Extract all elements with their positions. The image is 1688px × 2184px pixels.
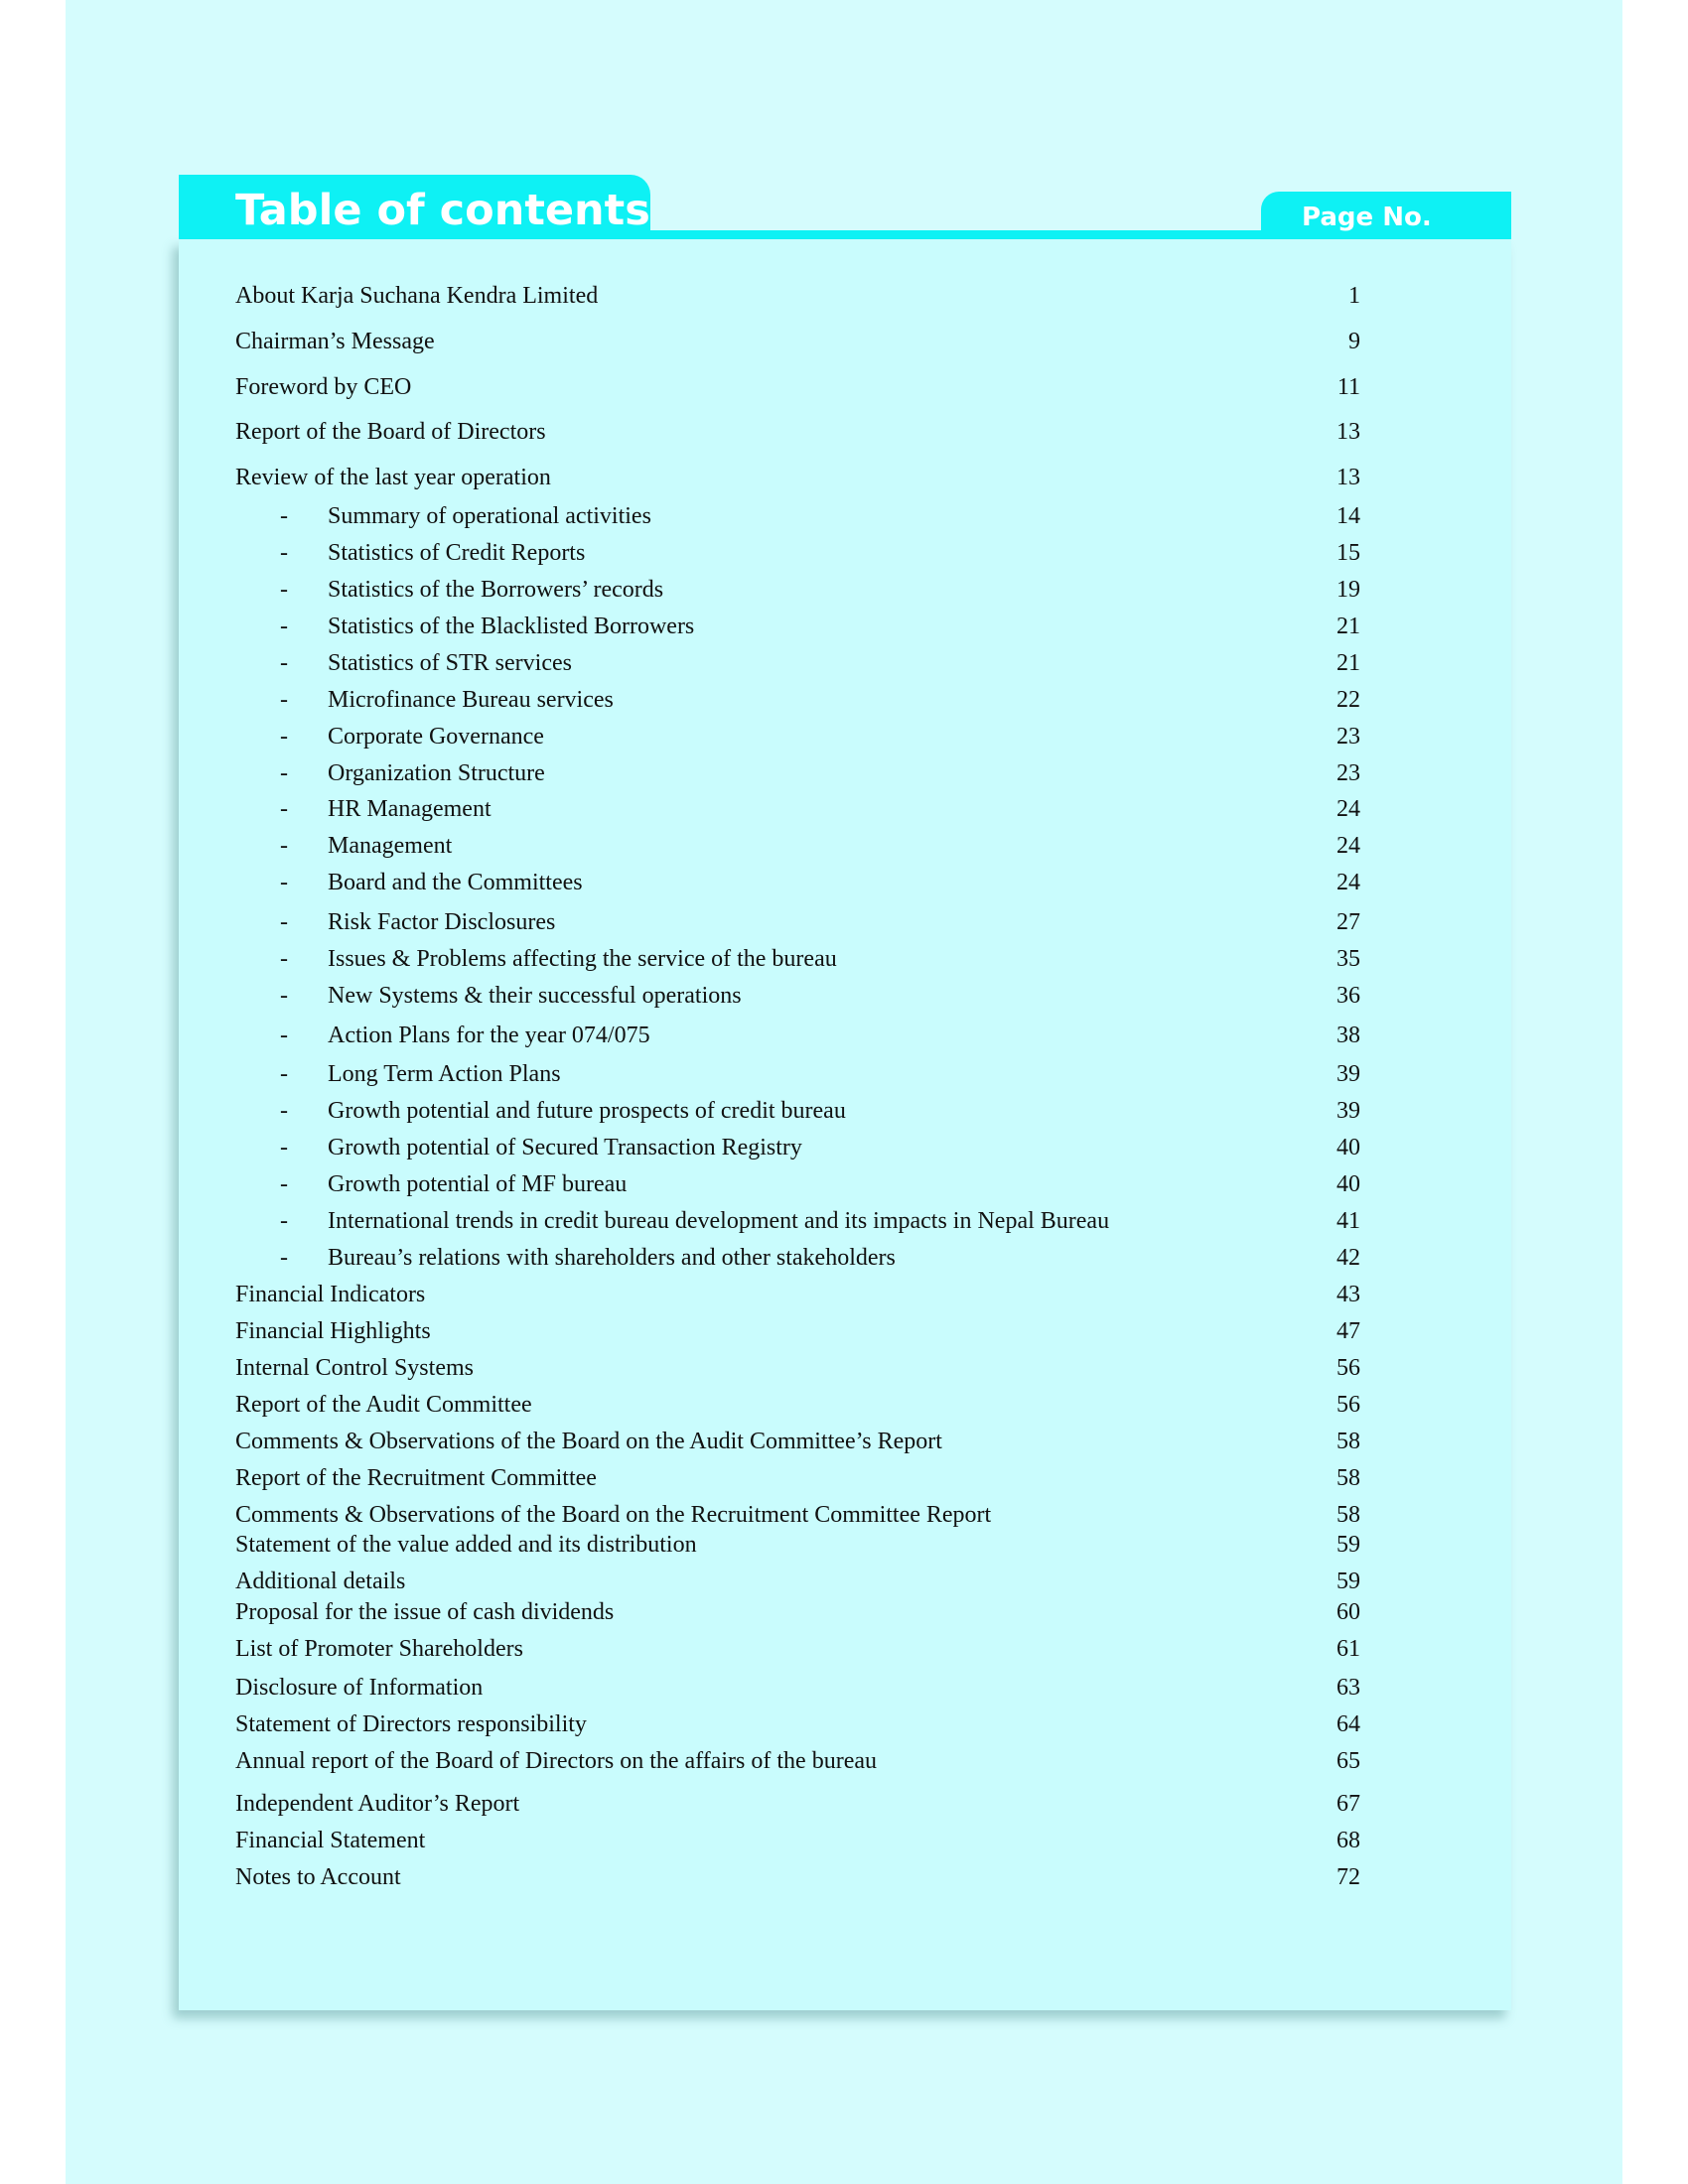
toc-entry-title: Foreword by CEO [235,374,412,400]
toc-entry[interactable] [0,1671,1688,1705]
toc-entry-title: About Karja Suchana Kendra Limited [235,283,599,309]
bullet-dash: - [280,1135,288,1160]
toc-entry-page-number: 22 [1336,687,1360,713]
toc-entry-page-number: 11 [1336,374,1360,400]
toc-entry-page-number: 59 [1336,1569,1360,1594]
toc-entry-title: Bureau’s relations with shareholders and other stakeholders [328,1245,896,1271]
toc-entry-title: Report of the Audit Committee [235,1392,532,1418]
toc-entry-title: Statistics of STR services [328,650,572,676]
bullet-dash: - [280,1208,288,1234]
toc-entry-page-number: 14 [1336,503,1360,529]
toc-entry-page-number: 43 [1336,1282,1360,1307]
toc-entry-title: Financial Highlights [235,1318,431,1344]
toc-subentry[interactable] [0,1241,1688,1275]
toc-subentry[interactable] [0,979,1688,1013]
toc-entry-title: Risk Factor Disclosures [328,909,556,935]
bullet-dash: - [280,503,288,529]
toc-entry[interactable] [0,325,1688,358]
toc-entry-title: Statement of Directors responsibility [235,1711,587,1737]
toc-entry-title: Chairman’s Message [235,329,435,354]
toc-subentry[interactable] [0,499,1688,533]
toc-entry-page-number: 72 [1336,1864,1360,1890]
toc-entry-page-number: 21 [1336,650,1360,676]
toc-subentry[interactable] [0,683,1688,717]
bullet-dash: - [280,650,288,676]
toc-entry[interactable] [0,279,1688,313]
toc-subentry[interactable] [0,646,1688,680]
toc-subentry[interactable] [0,536,1688,570]
toc-entry-title: Action Plans for the year 074/075 [328,1023,650,1048]
toc-entry-page-number: 23 [1336,760,1360,786]
toc-subentry[interactable] [0,1167,1688,1201]
toc-entry[interactable] [0,1744,1688,1778]
bullet-dash: - [280,1061,288,1087]
toc-entry-title: HR Management [328,796,492,822]
bullet-dash: - [280,909,288,935]
toc-entry-page-number: 13 [1336,419,1360,445]
toc-entry-page-number: 1 [1348,283,1360,309]
toc-entry-page-number: 56 [1336,1392,1360,1418]
toc-entry-page-number: 67 [1336,1791,1360,1817]
toc-entry-title: Notes to Account [235,1864,401,1890]
toc-subentry[interactable] [0,1131,1688,1164]
toc-entry-title: Independent Auditor’s Report [235,1791,520,1817]
toc-entry-title: List of Promoter Shareholders [235,1636,523,1662]
toc-entry-page-number: 59 [1336,1532,1360,1558]
toc-entry-title: Growth potential of MF bureau [328,1171,628,1197]
toc-entry[interactable] [0,1707,1688,1741]
page-title: Table of contents [235,186,650,235]
bullet-dash: - [280,540,288,566]
toc-entry[interactable] [0,1498,1688,1532]
bullet-dash: - [280,760,288,786]
toc-entry-title: Proposal for the issue of cash dividends [235,1599,615,1625]
toc-entry-page-number: 47 [1336,1318,1360,1344]
bullet-dash: - [280,1171,288,1197]
bullet-dash: - [280,983,288,1009]
bullet-dash: - [280,946,288,972]
toc-entry-page-number: 65 [1336,1748,1360,1774]
toc-entry[interactable] [0,1565,1688,1598]
bullet-dash: - [280,833,288,859]
bullet-dash: - [280,577,288,603]
toc-entry-page-number: 24 [1336,796,1360,822]
toc-subentry[interactable] [0,866,1688,899]
toc-entry[interactable] [0,1860,1688,1894]
bullet-dash: - [280,614,288,639]
toc-entry-page-number: 39 [1336,1061,1360,1087]
toc-entry-title: Annual report of the Board of Directors on the affairs of the bureau [235,1748,877,1774]
toc-entry-page-number: 35 [1336,946,1360,972]
toc-entry-title: New Systems & their successful operations [328,983,742,1009]
toc-subentry[interactable] [0,792,1688,826]
toc-subentry[interactable] [0,942,1688,976]
toc-entry-page-number: 36 [1336,983,1360,1009]
toc-entry-title: Internal Control Systems [235,1355,474,1381]
toc-entry-page-number: 9 [1348,329,1360,354]
toc-entry-page-number: 56 [1336,1355,1360,1381]
toc-entry-title: Financial Statement [235,1828,426,1853]
toc-entry-title: Growth potential of Secured Transaction Registry [328,1135,802,1160]
toc-entry-title: Growth potential and future prospects of credit bureau [328,1098,846,1124]
toc-entry-title: Issues & Problems affecting the service of the bureau [328,946,837,972]
toc-entry-page-number: 19 [1336,577,1360,603]
toc-entry-title: Statistics of Credit Reports [328,540,586,566]
toc-entry[interactable] [0,1425,1688,1458]
toc-entry-page-number: 13 [1336,465,1360,490]
toc-entry-page-number: 38 [1336,1023,1360,1048]
toc-entry-page-number: 60 [1336,1599,1360,1625]
toc-entry-title: Report of the Recruitment Committee [235,1465,597,1491]
toc-entry-title: Review of the last year operation [235,465,551,490]
toc-subentry[interactable] [0,1204,1688,1238]
toc-entry-title: Statistics of the Blacklisted Borrowers [328,614,695,639]
toc-entry-page-number: 24 [1336,870,1360,895]
toc-subentry[interactable] [0,573,1688,607]
toc-entry-page-number: 24 [1336,833,1360,859]
bullet-dash: - [280,724,288,750]
toc-entry-page-number: 27 [1336,909,1360,935]
toc-entry-title: Corporate Governance [328,724,544,750]
bullet-dash: - [280,1023,288,1048]
bullet-dash: - [280,1098,288,1124]
toc-entry[interactable] [0,1595,1688,1629]
toc-entry[interactable] [0,1787,1688,1821]
toc-entry[interactable] [0,1461,1688,1495]
bullet-dash: - [280,687,288,713]
toc-entry-title: Statement of the value added and its distribution [235,1532,697,1558]
toc-entry-page-number: 15 [1336,540,1360,566]
toc-entry-title: Comments & Observations of the Board on the Audit Committee’s Report [235,1429,942,1454]
toc-entry-page-number: 61 [1336,1636,1360,1662]
toc-subentry[interactable] [0,1094,1688,1128]
toc-entry-page-number: 58 [1336,1429,1360,1454]
toc-subentry[interactable] [0,905,1688,939]
toc-entry[interactable] [0,370,1688,404]
toc-entry-title: Statistics of the Borrowers’ records [328,577,664,603]
toc-entry-title: Management [328,833,453,859]
toc-entry-page-number: 23 [1336,724,1360,750]
toc-entry-page-number: 41 [1336,1208,1360,1234]
toc-subentry[interactable] [0,829,1688,863]
toc-entry-title: Summary of operational activities [328,503,651,529]
toc-entry[interactable] [0,461,1688,494]
toc-entry-page-number: 58 [1336,1502,1360,1528]
toc-subentry[interactable] [0,1019,1688,1052]
toc-entry-title: Microfinance Bureau services [328,687,614,713]
toc-entry[interactable] [0,1388,1688,1422]
toc-subentry[interactable] [0,756,1688,790]
toc-entry[interactable] [0,1824,1688,1857]
bullet-dash: - [280,796,288,822]
toc-entry[interactable] [0,1632,1688,1666]
toc-entry-title: Board and the Committees [328,870,583,895]
toc-entry[interactable] [0,1278,1688,1311]
toc-entry-page-number: 68 [1336,1828,1360,1853]
toc-entry[interactable] [0,1351,1688,1385]
toc-subentry[interactable] [0,720,1688,753]
toc-entry-page-number: 64 [1336,1711,1360,1737]
toc-entry[interactable] [0,1314,1688,1348]
toc-entry-title: Disclosure of Information [235,1675,484,1701]
toc-entry-title: International trends in credit bureau development and its impacts in Nepal Bureau [328,1208,1110,1234]
toc-entry-page-number: 40 [1336,1171,1360,1197]
bullet-dash: - [280,1245,288,1271]
toc-subentry[interactable] [0,1057,1688,1091]
bullet-dash: - [280,870,288,895]
toc-entry-title: Additional details [235,1569,406,1594]
toc-entry-title: Report of the Board of Directors [235,419,546,445]
toc-entry-title: Long Term Action Plans [328,1061,561,1087]
toc-entry-page-number: 58 [1336,1465,1360,1491]
toc-entry[interactable] [0,415,1688,449]
toc-entry[interactable] [0,1528,1688,1562]
page-number-column-label: Page No. [1302,203,1432,232]
toc-subentry[interactable] [0,610,1688,643]
toc-entry-title: Financial Indicators [235,1282,426,1307]
toc-entry-page-number: 63 [1336,1675,1360,1701]
toc-entry-page-number: 42 [1336,1245,1360,1271]
toc-entry-page-number: 21 [1336,614,1360,639]
toc-entry-title: Organization Structure [328,760,545,786]
toc-entry-page-number: 40 [1336,1135,1360,1160]
toc-entry-title: Comments & Observations of the Board on the Recruitment Committee Report [235,1502,992,1528]
toc-entry-page-number: 39 [1336,1098,1360,1124]
